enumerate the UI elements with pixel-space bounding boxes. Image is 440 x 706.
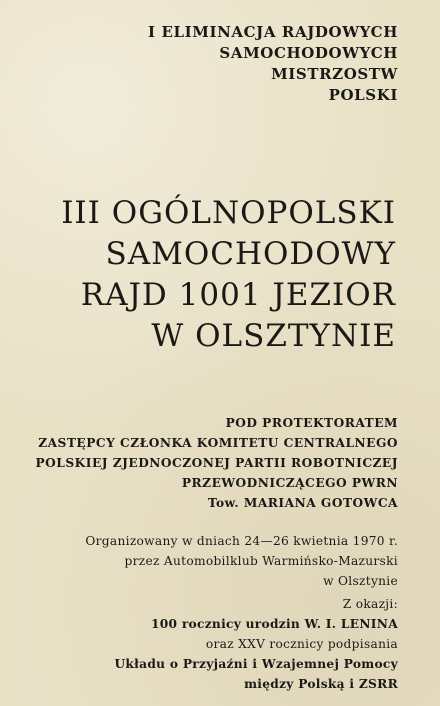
occasion-line-1: Z okazji: [342, 597, 398, 611]
rally-title [61, 193, 396, 357]
protectorate-line-5: Tow. MARIANA GOTOWCA [207, 496, 398, 510]
protectorate-line-1: POD PROTEKTORATEM [225, 416, 398, 430]
title-line-4: W OLSZTYNIE [151, 318, 396, 354]
occasion-line-5: między Polską i ZSRR [244, 677, 398, 691]
organizer-line-2: przez Automobilklub Warmińsko-Mazurski [124, 554, 398, 568]
heading-line-1: I ELIMINACJA RAJDOWYCH [148, 23, 398, 41]
championship-heading [148, 22, 398, 106]
occasion-block [114, 594, 398, 694]
title-line-3: RAJD 1001 JEZIOR [80, 277, 396, 313]
protectorate-line-4: PRZEWODNICZĄCEGO PWRN [181, 476, 398, 490]
organizer-line-1: Organizowany w dniach 24—26 kwietnia 1970 r. [85, 534, 398, 548]
occasion-line-3: oraz XXV rocznicy podpisania [205, 637, 398, 651]
occasion-line-4: Układu o Przyjaźni i Wzajemnej Pomocy [114, 657, 398, 671]
organizer-block [85, 531, 398, 591]
heading-line-3: MISTRZOSTW [271, 65, 398, 83]
organizer-line-3: w Olsztynie [323, 574, 398, 588]
protectorate-block [36, 413, 399, 513]
occasion-line-2: 100 rocznicy urodzin W. I. LENINA [150, 617, 398, 631]
title-line-2: SAMOCHODOWY [105, 236, 396, 272]
title-line-1: III OGÓLNOPOLSKI [61, 195, 396, 231]
protectorate-line-2: ZASTĘPCY CZŁONKA KOMITETU CENTRALNEGO [38, 436, 398, 450]
protectorate-line-3: POLSKIEJ ZJEDNOCZONEJ PARTII ROBOTNICZEJ [35, 456, 398, 470]
heading-line-4: POLSKI [328, 86, 398, 104]
heading-line-2: SAMOCHODOWYCH [219, 44, 398, 62]
